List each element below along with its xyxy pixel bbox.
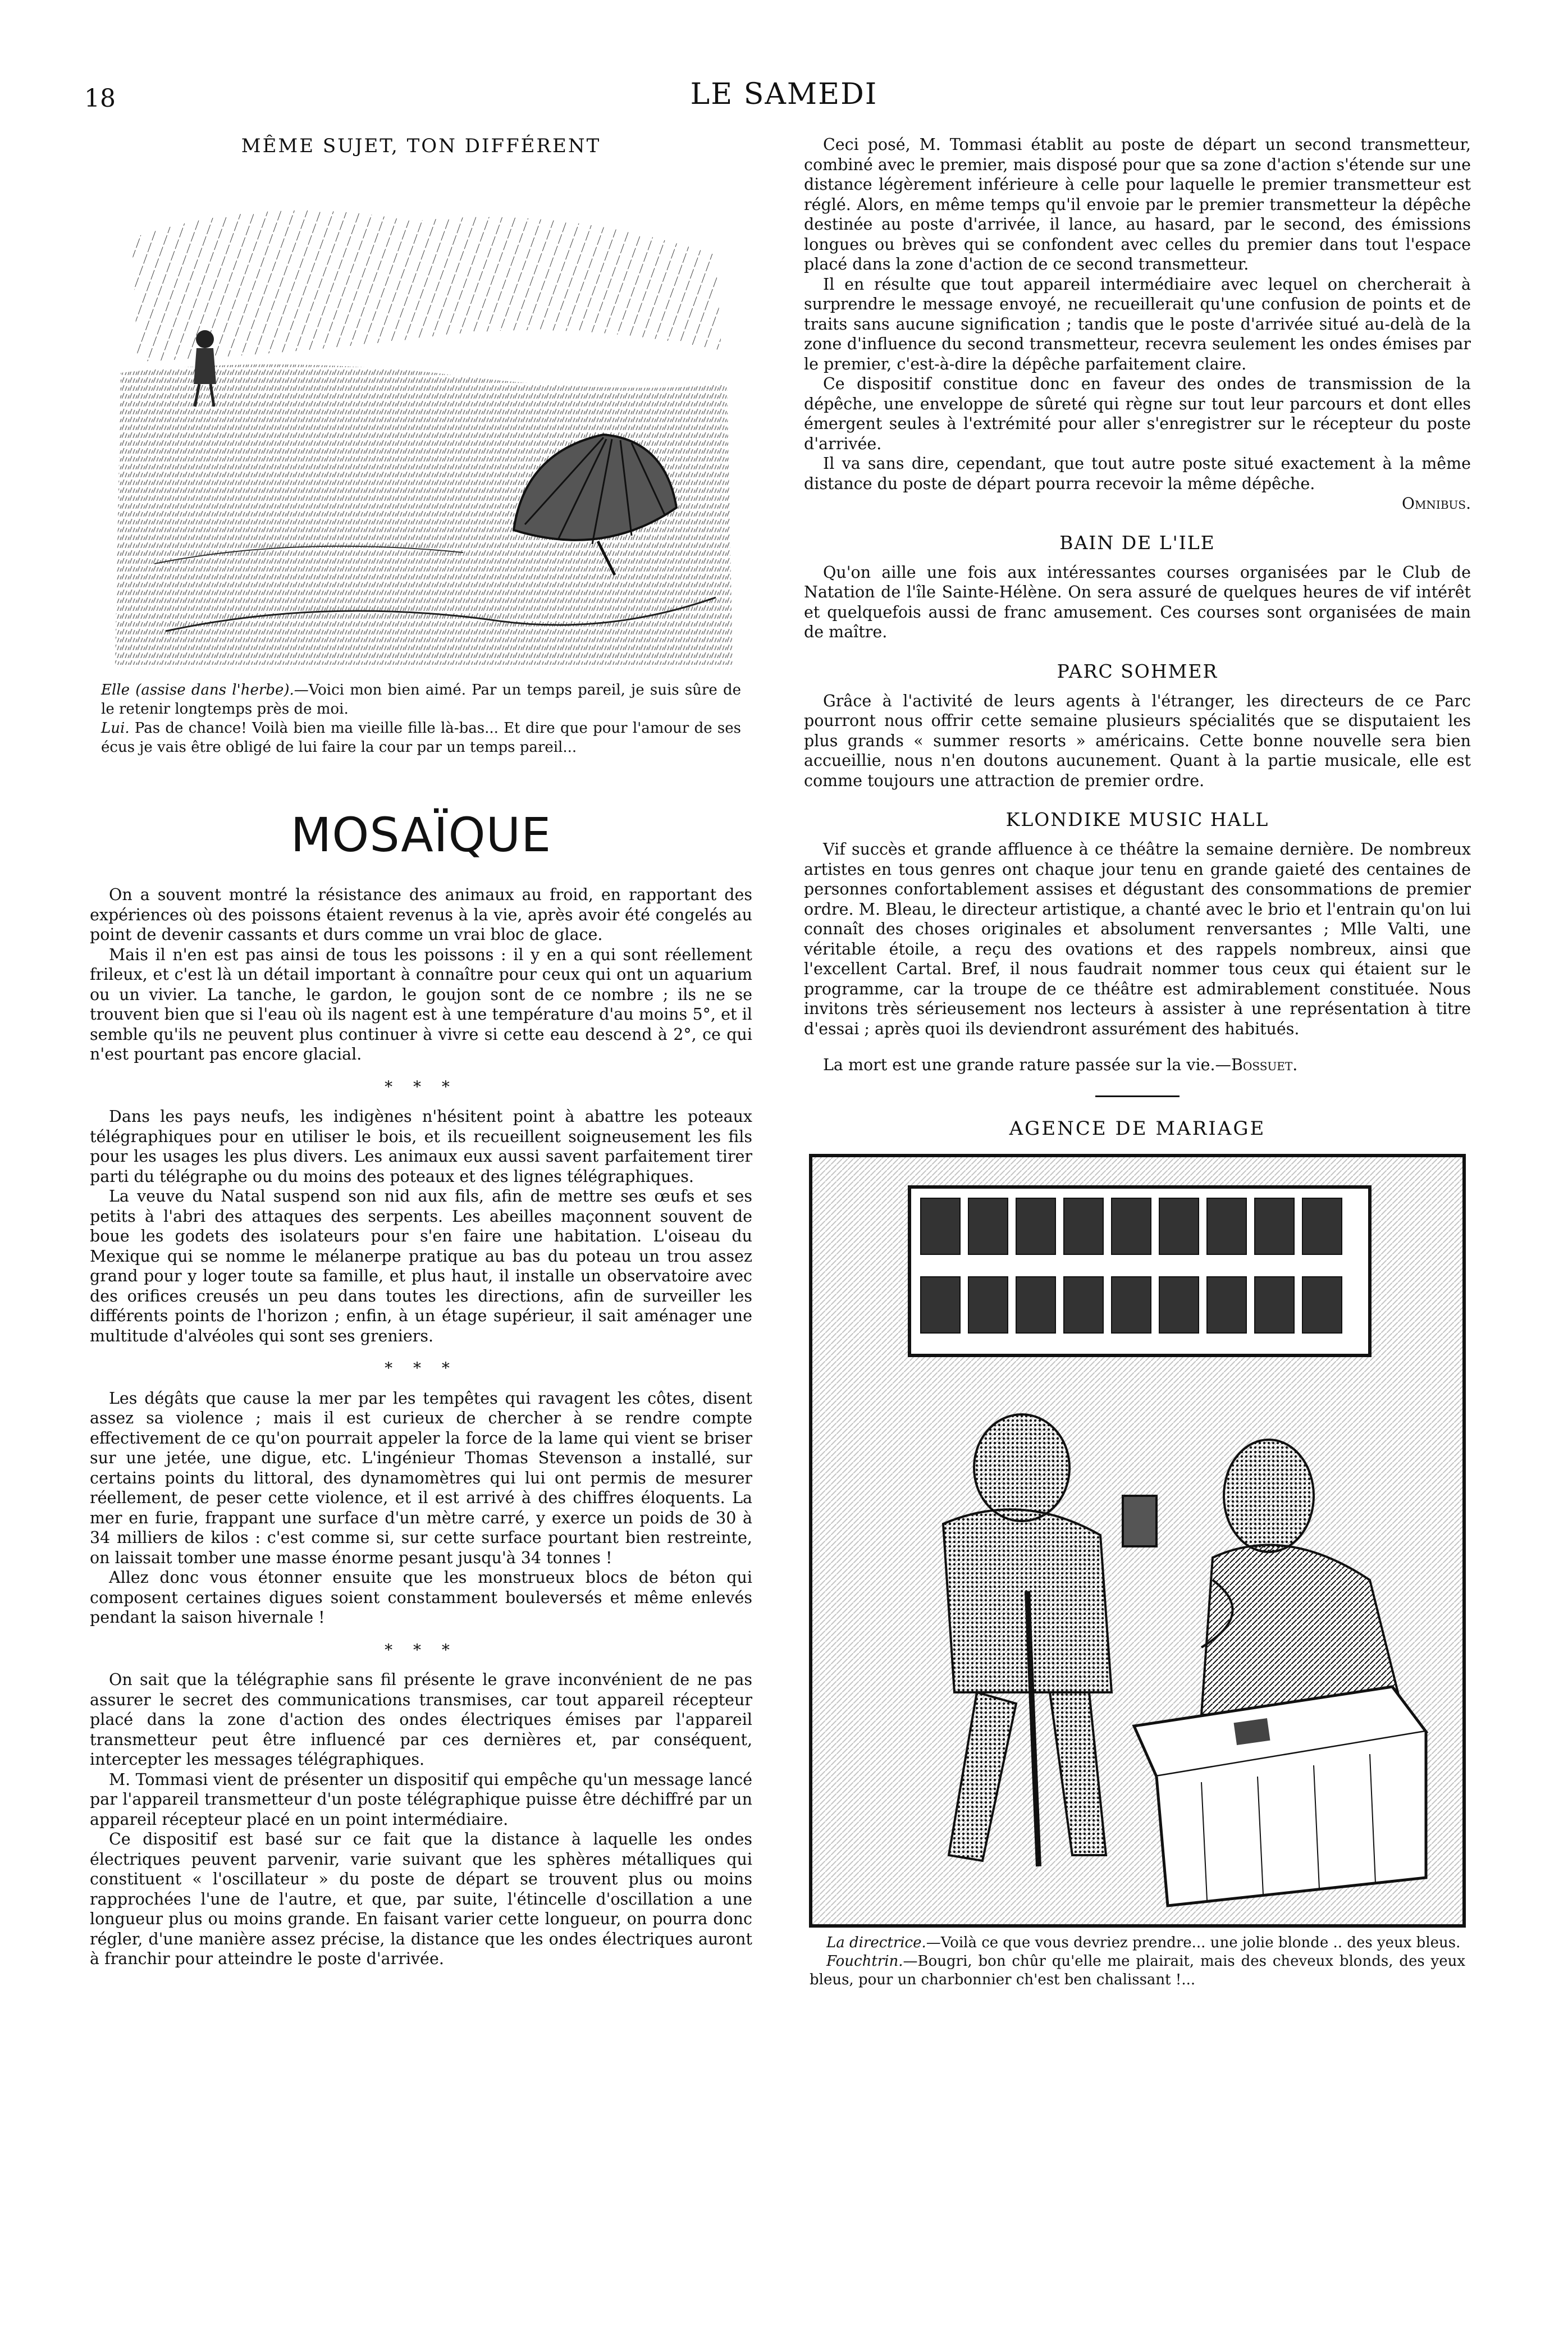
marriage-agency-drawing [808,1153,1466,1928]
bossuet-quote [804,1056,1471,1074]
caption-text-directrice: —Voilà ce que vous devriez prendre... une jolie blonde .. des yeux bleus. [926,1934,1461,1951]
klondike-paragraph: Vif succès et grande affluence à ce théâtre la semaine dernière. De nombreux artistes en tous genres ont chaque jour tenu en grande gaieté des centaines de personnes confortablement assises et dégustant des consommations de premier ordre. M. Bleau, le directeur artistique, a chanté avec le brio et l'entrain qu'on lui connaît des choses originales et absolument renversantes ; Mlle Valti, une véritable étoile, a reçu des ovations et des rappels nombreux, ainsi que l'excellent Cartal. Bref, il nous faudrait nommer tous ceux qui étaient sur le programme, car la troupe de ce théâtre est admirablement constituée. Nous invitons très sérieusement nos lecteurs à assister à une représentation à titre d'essai ; après quoi ils deviendront assurément des habitués. [804,840,1471,1038]
paragraph: La veuve du Natal suspend son nid aux fils, afin de mettre ses œufs et ses petits à l'abri des attaques des serpents. Les abeilles maçonnent souvent de boue les godets des isolateurs pour s'en faire une habitation. L'oiseau du Mexique qui se nomme le mélanerpe pratique au bas du poteau un trou assez grand pour y loger toute sa famille, et plus haut, il installe un observatoire avec des orifices creusés un peu dans toutes les directions, afin de surveiller les différents points de l'horizon ; enfin, à un étage supérieur, il sait aménager une multitude d'alvéoles qui sont ses greniers. [90,1187,752,1345]
page-number: 18 [84,84,116,113]
paragraph: Ce dispositif constitue donc en faveur des ondes de transmission de la dépêche, une enveloppe de sûreté qui règne sur tout leur parcours et dont elles émergent seules à l'extrémité pour aller s'enregistrer sur le récepteur du poste d'arrivée. [804,375,1471,453]
bain-paragraph: Qu'on aille une fois aux intéressantes courses organisées par le Club de Natation de l'île Sainte-Hélène. On sera assuré de quelques heures de vif intérêt et quelquefois aussi de franc amusement. Ces courses sont organisées de main de maître. [804,563,1471,641]
caption-speaker-lui: Lui. [101,720,130,737]
paragraph: Allez donc vous étonner ensuite que les monstrueux blocs de béton qui composent certaines digues soient constamment bouleversés et même enlevés pendant la saison hivernale ! [90,1568,752,1627]
paragraph: Dans les pays neufs, les indigènes n'hésitent point à abattre les poteaux télégraphiques pour en utiliser le bois, et ils recueillent soigneusement les fils pour les usages les plus divers. Les animaux eux aussi savent parfaitement tirer parti du télégraphe ou du moins des poteaux et des lignes télégraphiques. [90,1107,752,1186]
rain-umbrella-illustration [98,171,744,676]
paragraph: Ce dispositif est basé sur ce fait que la distance à laquelle les ondes électriques peuvent parvenir, varie suivant que les sphères métalliques qui constituent « l'oscillateur » du poste de départ se trouvent plus ou moins rapprochées l'une de l'autre, et que, par suite, l'étincelle d'oscillation a une longueur plus ou moins grande. En faisant varier cette longueur, on pourra donc régler, d'une manière assez précise, la distance que les ondes électriques auront à franchir pour atteindre le poste d'arrivée. [90,1830,752,1968]
right-column [804,135,1471,1989]
section-separator: * * * [385,1359,458,1377]
paragraph: Il va sans dire, cependant, que tout autre poste situé exactement à la même distance du poste de départ pourra recevoir la même dépêche. [804,454,1471,493]
paragraph: On sait que la télégraphie sans fil présente le grave inconvénient de ne pas assurer le secret des communications transmises, car tout appareil récepteur placé dans la zone d'action des ondes électriques émises par l'appareil transmetteur peut être influencé par ces dernières et, par conséquent, intercepter les messages télégraphiques. [90,1670,752,1769]
caption-text-elle: —Voici mon bien aimé. Par un temps pareil, je suis sûre de le retenir longtemps près de moi. [101,682,741,718]
paragraph: M. Tommasi vient de présenter un dispositif qui empêche qu'un message lancé par l'appareil transmetteur d'un poste télégraphique puisse être déchiffré par un appareil récepteur placé en un point intermédiaire. [90,1770,752,1829]
rain-scene-drawing [98,171,744,676]
parc-heading: PARC SOHMER [1057,660,1218,682]
caption-speaker-directrice: La directrice. [826,1934,926,1951]
left-column [90,135,752,1969]
quote-author: Bossuet. [1231,1056,1298,1074]
caption-speaker-elle: Elle (assise dans l'herbe). [101,682,294,698]
cartoon1-caption [101,681,741,757]
bain-heading: BAIN DE L'ILE [1059,531,1215,554]
section-separator: * * * [385,1077,458,1096]
quote-text: La mort est une grande rature passée sur la vie.— [823,1056,1232,1074]
paragraph: On a souvent montré la résistance des animaux au froid, en rapportant des expériences où des poissons étaient revenus à la vie, après avoir été congelés au point de devenir cassants et durs comme un vrai bloc de glace. [90,885,752,944]
tsf-article-continued [804,135,1471,514]
parc-paragraph: Grâce à l'activité de leurs agents à l'étranger, les directeurs de ce Parc pourront nous offrir cette semaine plusieurs spécialités que se disputaient les plus grands « summer resorts » américains. Cette bonne nouvelle sera bien accueillie, nous n'en doutons aucunement. Quant à la partie musicale, elle est comme toujours une attraction de premier ordre. [804,691,1471,790]
cartoon2-caption [810,1934,1465,1989]
paragraph: Il en résulte que tout appareil intermédiaire avec lequel on chercherait à surprendre le message envoyé, ne recueillerait qu'une confusion de points et de traits sans aucune signification ; tandis que le poste d'arrivée situé au-delà de la zone d'influence du second transmetteur, recevra seulement les ondes émises par le premier, c'est-à-dire la dépêche parfaitement claire. [804,275,1471,373]
cartoon2-title: AGENCE DE MARIAGE [1009,1117,1266,1140]
paragraph: Mais il n'en est pas ainsi de tous les poissons : il y en a qui sont réellement frileux, et c'est là un détail important à connaître pour ceux qui ont un aquarium ou un vivier. La tanche, le gardon, le goujon sont de ce nombre ; ils ne se trouvent bien que si l'eau où ils nagent est à une température d'au moins 5°, et il semble qu'ils ne peuvent plus continuer à vivre si cette eau descend à 2°, ce qui n'est pourtant pas encore glacial. [90,945,752,1063]
article-signature: Omnibus. [1402,494,1471,513]
cartoon1-title: MÊME SUJET, TON DIFFÉRENT [241,135,601,157]
mosaique-heading: MOSAÏQUE [290,807,552,862]
portrait-board [909,1187,1370,1355]
paragraph: Les dégâts que cause la mer par les tempêtes qui ravagent les côtes, disent assez sa violence ; mais il est curieux de chercher à se rendre compte effectivement de ce qu'on pourrait appeler la force de la lame qui vient se briser sur une jetée, une digue, etc. L'ingénieur Thomas Stevenson a installé, sur certains points du littoral, des dynamomètres qui lui ont permis de mesurer réellement, de peser cette violence, et il est arrivé à des chiffres éloquents. La mer en furie, frappant une surface d'un mètre carré, y exerce un poids de 30 à 34 milliers de kilos : c'est comme si, sur cette surface pourtant bien restreinte, on laissait tomber une masse énorme pesant jusqu'à 34 tonnes ! [90,1389,752,1567]
section-separator: * * * [385,1640,458,1659]
paragraph: Ceci posé, M. Tommasi établit au poste de départ un second transmetteur, combiné avec le premier, mais disposé pour que sa zone d'action s'étende sur une distance légèrement inférieure à celle pour laquelle le premier transmetteur est réglé. Alors, en même temps qu'il envoie par le premier transmetteur la dépêche destinée au poste d'arrivée, il lance, au hasard, par le second, des émissions longues ou brèves qui se confondent avec celles du premier dans tout l'espace placé dans la zone d'action de ce second transmetteur. [804,135,1471,273]
masthead: LE SAMEDI [690,77,878,111]
marriage-agency-illustration [808,1153,1466,1928]
caption-speaker-fouchtrin: Fouchtrin. [826,1953,903,1970]
caption-text-fouchtrin: —Bougri, bon chûr qu'elle me plairait, mais des cheveux blonds, des yeux bleus, pour un charbonnier ch'est ben chalissant !... [810,1953,1465,1988]
caption-text-lui: Pas de chance! Voilà bien ma vieille fille là-bas... Et dire que pour l'amour de ses écus je vais être obligé de lui faire la cour par un temps pareil... [101,720,741,756]
divider-rule [1095,1095,1180,1097]
klondike-heading: KLONDIKE MUSIC HALL [1005,809,1269,830]
mosaique-article [90,885,752,1969]
card-table [1134,1687,1426,1906]
